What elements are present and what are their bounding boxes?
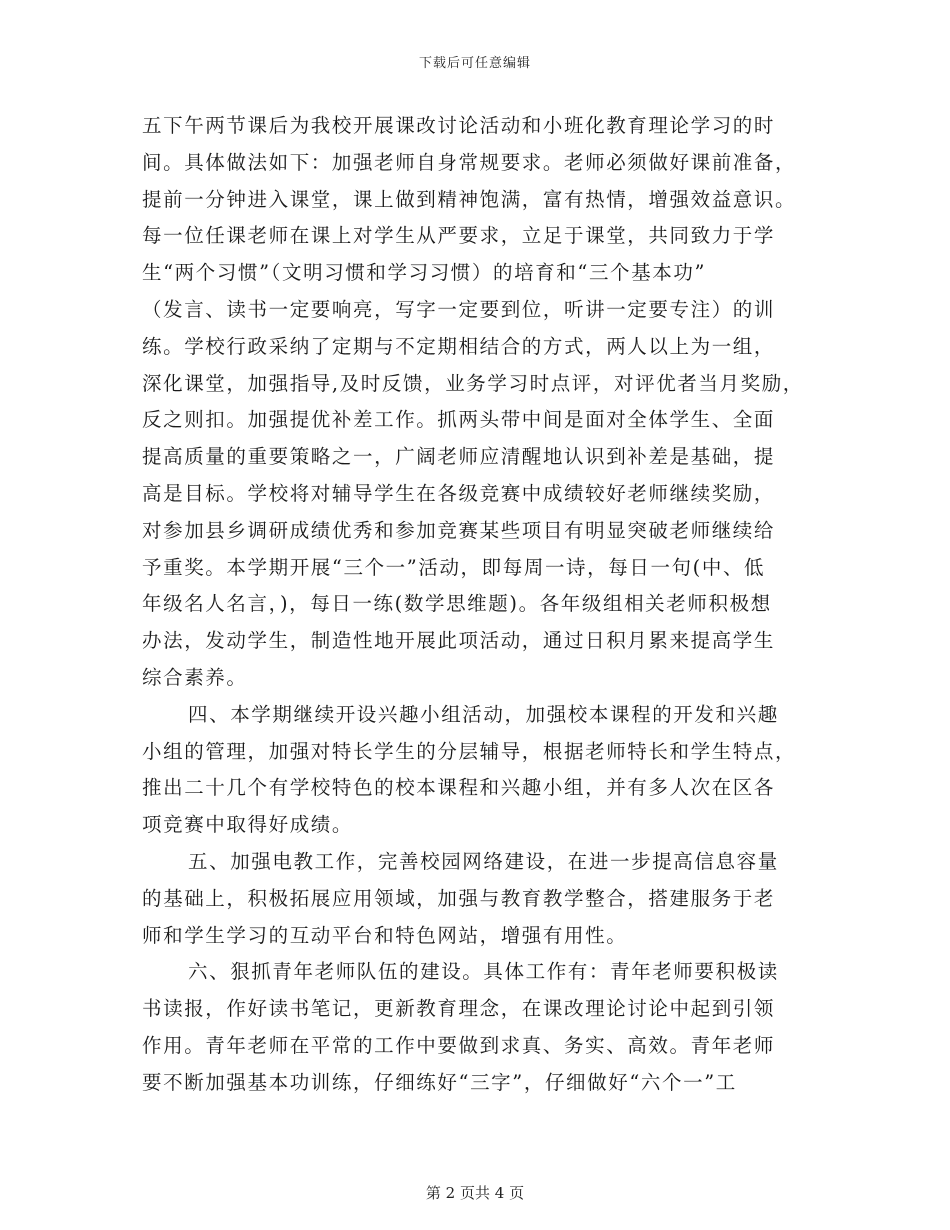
text-line: （发言、读书一定要响亮，写字一定要到位，听讲一定要专注）的训 xyxy=(142,297,776,321)
text-line: 年级名人名言，)，每日一练(数学思维题)。各年级组相关老师积极想 xyxy=(142,592,772,616)
text-line: 练。学校行政采纳了定期与不定期相结合的方式，两人以上为一组， xyxy=(142,334,776,358)
text-line: 高是目标。学校将对辅导学生在各级竞赛中成绩较好老师继续奖励， xyxy=(142,481,776,505)
text-line: 师和学生学习的互动平台和特色网站，增强有用性。 xyxy=(142,923,628,947)
text-line: 提前一分钟进入课堂，课上做到精神饱满，富有热情，增强效益意识。 xyxy=(142,187,797,211)
page-header: 下载后可任意编辑 xyxy=(418,56,531,71)
text-line: 办法，发动学生，制造性地开展此项活动，通过日积月累来提高学生 xyxy=(142,629,776,653)
text-line: 综合素养。 xyxy=(142,665,248,689)
text-line: 予重奖。本学期开展“三个一”活动，即每周一诗，每日一句(中、低 xyxy=(142,555,766,579)
text-line: 深化课堂，加强指导,及时反馈，业务学习时点评，对评优者当月奖励， xyxy=(142,371,804,395)
paragraph-start-line: 四、本学期继续开设兴趣小组活动，加强校本课程的开发和兴趣 xyxy=(188,702,779,726)
text-line: 小组的管理，加强对特长学生的分层辅导，根据老师特长和学生特点， xyxy=(142,739,797,763)
text-line: 推出二十几个有学校特色的校本课程和兴趣小组，并有多人次在区各 xyxy=(142,776,776,800)
text-line: 生“两个习惯”（文明习惯和学习习惯）的培育和“三个基本功” xyxy=(142,261,707,285)
text-line: 项竞赛中取得好成绩。 xyxy=(142,813,354,837)
page-footer: 第 2 页共 4 页 xyxy=(425,1184,525,1202)
document-body xyxy=(142,108,807,1102)
text-line: 反之则扣。加强提优补差工作。抓两头带中间是面对全体学生、全面 xyxy=(142,408,776,432)
paragraph-start-line: 六、狠抓青年老师队伍的建设。具体工作有：青年老师要积极读 xyxy=(188,960,779,984)
text-line: 的基础上，积极拓展应用领域，加强与教育教学整合，搭建服务于老 xyxy=(142,886,776,910)
text-line: 对参加县乡调研成绩优秀和参加竞赛某些项目有明显突破老师继续给 xyxy=(142,518,776,542)
text-line: 书读报，作好读书笔记，更新教育理念，在课改理论讨论中起到引领 xyxy=(142,997,776,1021)
text-line: 提高质量的重要策略之一，广阔老师应清醒地认识到补差是基础，提 xyxy=(142,445,776,469)
text-line: 间。具体做法如下：加强老师自身常规要求。老师必须做好课前准备， xyxy=(142,150,797,174)
text-line: 作用。青年老师在平常的工作中要做到求真、务实、高效。青年老师 xyxy=(142,1033,776,1057)
text-line: 要不断加强基本功训练，仔细练好“三字”，仔细做好“六个一”工 xyxy=(142,1070,737,1094)
paragraph-start-line: 五、加强电教工作，完善校园网络建设，在进一步提高信息容量 xyxy=(188,849,779,873)
text-line: 五下午两节课后为我校开展课改讨论活动和小班化教育理论学习的时 xyxy=(142,114,776,137)
text-line: 每一位任课老师在课上对学生从严要求，立足于课堂，共同致力于学 xyxy=(142,224,776,248)
